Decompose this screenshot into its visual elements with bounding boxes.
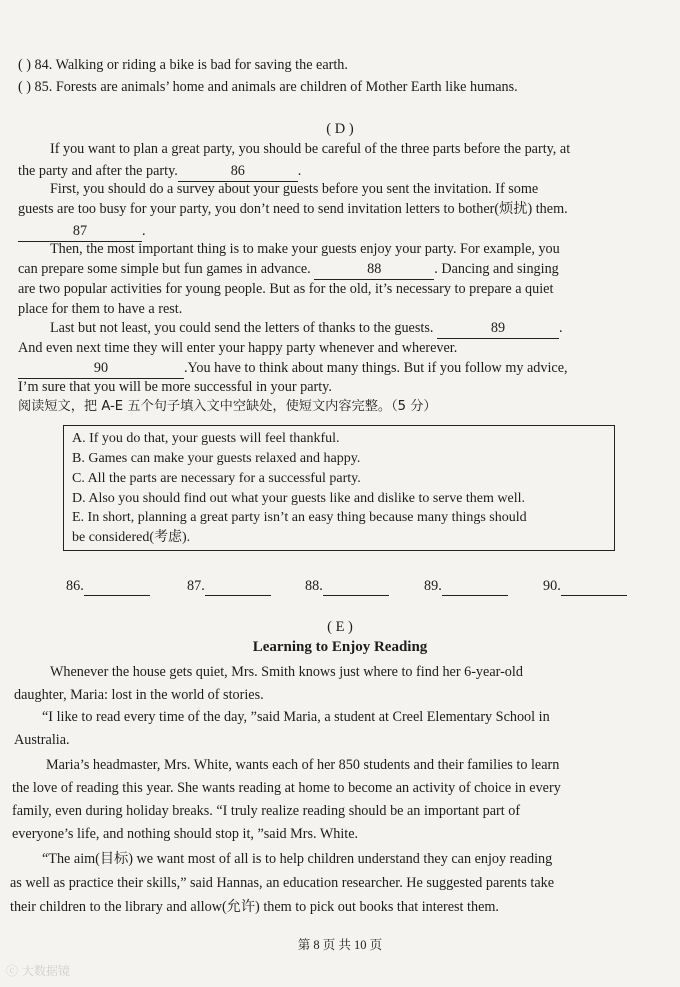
- answer-blank[interactable]: [442, 578, 508, 596]
- option-b: B. Games can make your guests relaxed and happy.: [72, 451, 361, 466]
- passage-e-line: “The aim(目标) we want most of all is to help children understand they can enjoy reading: [42, 851, 553, 867]
- passage-e-line: the love of reading this year. She wants reading at home to become an activity of choice in every: [12, 780, 561, 796]
- passage-e-line: as well as practice their skills,” said Hannas, an education researcher. He suggested parents take: [10, 875, 555, 891]
- passage-d-line: 87 .: [18, 221, 146, 242]
- question-84: ( ) 84. Walking or riding a bike is bad for saving the earth.: [18, 57, 348, 73]
- passage-e-title: Learning to Enjoy Reading: [252, 639, 428, 655]
- passage-e-line: Maria’s headmaster, Mrs. White, wants each of her 850 students and their families to learn: [46, 757, 560, 773]
- blank-88[interactable]: 88: [314, 259, 434, 280]
- passage-d-line: can prepare some simple but fun games in advance. 88 . Dancing and singing: [18, 259, 559, 280]
- blank-87[interactable]: 87: [18, 221, 142, 242]
- passage-d-line: Last but not least, you could send the letters of thanks to the guests. 89 .: [50, 318, 562, 339]
- answer-blank[interactable]: [84, 578, 150, 596]
- passage-d-line: Then, the most important thing is to make your guests enjoy your party. For example, you: [50, 241, 560, 257]
- answer-blank[interactable]: [323, 578, 389, 596]
- option-e: E. In short, planning a great party isn’t an easy thing because many things should: [72, 510, 527, 525]
- option-c: C. All the parts are necessary for a successful party.: [72, 471, 361, 486]
- passage-d-line: First, you should do a survey about your guests before you sent the invitation. If some: [50, 181, 539, 197]
- answer-86: 86.: [66, 578, 150, 596]
- answer-blank[interactable]: [561, 578, 627, 596]
- passage-d-line: And even next time they will enter your happy party whenever and wherever.: [18, 340, 458, 356]
- passage-e-line: “I like to read every time of the day, ”said Maria, a student at Creel Elementary School in: [42, 709, 550, 725]
- section-e-label: ( E ): [327, 619, 353, 635]
- watermark: ⓒ 大数据镜: [6, 964, 70, 978]
- blank-90[interactable]: 90: [18, 358, 184, 379]
- blank-89[interactable]: 89: [437, 318, 559, 339]
- option-d: D. Also you should find out what your guests like and dislike to serve them well.: [72, 491, 526, 506]
- option-a: A. If you do that, your guests will feel thankful.: [72, 431, 340, 446]
- passage-e-line: their children to the library and allow(允许) them to pick out books that interest them.: [10, 899, 499, 915]
- passage-d-line: guests are too busy for your party, you don’t need to send invitation letters to bother(烦扰) them.: [18, 201, 568, 217]
- passage-e-line: daughter, Maria: lost in the world of stories.: [14, 687, 264, 703]
- passage-d-line: 90 .You have to think about many things. But if you follow my advice,: [18, 358, 568, 379]
- options-box: [63, 425, 615, 551]
- instruction: 阅读短文，把 A-E 五个句子填入文中空缺处，使短文内容完整。（5 分）: [18, 399, 437, 414]
- passage-d-line: If you want to plan a great party, you should be careful of the three parts before the party, at: [50, 141, 571, 157]
- page-footer: 第 8 页 共 10 页: [297, 938, 383, 952]
- answer-89: 89.: [424, 578, 508, 596]
- answer-blank[interactable]: [205, 578, 271, 596]
- passage-e-line: Australia.: [14, 732, 70, 748]
- passage-d-line: place for them to have a rest.: [18, 301, 183, 317]
- passage-e-line: everyone’s life, and nothing should stop it, ”said Mrs. White.: [12, 826, 359, 842]
- answer-90: 90.: [543, 578, 627, 596]
- section-d-label: ( D ): [326, 121, 354, 137]
- passage-e-line: Whenever the house gets quiet, Mrs. Smith knows just where to find her 6-year-old: [50, 664, 523, 680]
- passage-d-line: I’m sure that you will be more successful in your party.: [18, 379, 332, 395]
- answer-88: 88.: [305, 578, 389, 596]
- passage-d-line: the party and after the party. 86 .: [18, 161, 301, 182]
- blank-86[interactable]: 86: [178, 161, 298, 182]
- passage-e-line: family, even during holiday breaks. “I truly realize reading should be an important part of: [12, 803, 521, 819]
- answer-87: 87.: [187, 578, 271, 596]
- passage-d-line: are two popular activities for young people. But as for the old, it’s necessary to prepare a quiet: [18, 281, 554, 297]
- option-e-cont: be considered(考虑).: [72, 530, 191, 545]
- question-85: ( ) 85. Forests are animals’ home and animals are children of Mother Earth like humans.: [18, 79, 518, 95]
